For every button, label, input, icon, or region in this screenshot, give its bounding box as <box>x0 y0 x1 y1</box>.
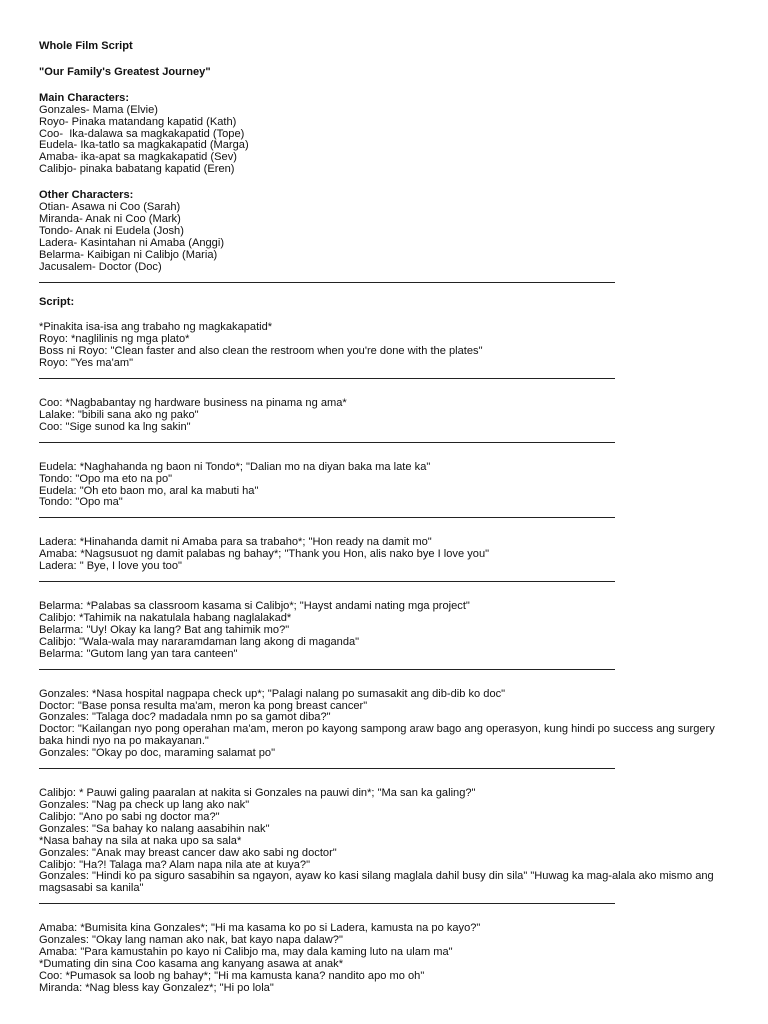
character-line: Otian- Asawa ni Coo (Sarah) <box>39 201 181 214</box>
script-line: Boss ni Royo: "Clean faster and also clean the restroom when you're done with the plates" <box>39 345 483 358</box>
main-characters-section <box>39 93 739 176</box>
script-line: Belarma: "Uy! Okay ka lang? Bat ang tahimik mo?" <box>39 623 290 636</box>
script-content <box>39 41 739 995</box>
script-line: Miranda: *Nag bless kay Gonzalez*; "Hi po lola" <box>39 981 274 994</box>
character-line: Belarma- Kaibigan ni Calibjo (Maria) <box>39 248 218 261</box>
script-line: Calibjo: "Ano po sabi ng doctor ma?" <box>39 810 220 823</box>
script-heading: Script: <box>39 295 75 308</box>
script-line: Royo: "Yes ma'am" <box>39 357 134 370</box>
script-line: Amaba: "Para kamustahin po kayo ni Calibjo ma, may dala kaming luto na ulam ma" <box>39 946 453 959</box>
script-line: Coo: "Sige sunod ka lng sakin" <box>39 420 191 433</box>
other-characters-heading: Other Characters: <box>39 189 134 202</box>
script-line: Gonzales: *Nasa hospital nagpapa check up*; "Palagi nalang po sumasakit ang dib-dib ko doc" <box>39 687 506 700</box>
character-line: Jacusalem- Doctor (Doc) <box>39 260 162 273</box>
script-line: Amaba: *Bumisita kina Gonzales*; "Hi ma kasama ko po si Ladera, kamusta na po kayo?" <box>39 922 481 935</box>
script-line: Royo: *naglilinis ng mga plato* <box>39 333 190 346</box>
character-line: Amaba- ika-apat sa magkakapatid (Sev) <box>39 151 237 164</box>
script-line: Ladera: *Hinahanda damit ni Amaba para sa trabaho*; "Hon ready na damit mo" <box>39 536 432 549</box>
script-line: Gonzales: "Okay lang naman ako nak, bat kayo napa dalaw?" <box>39 934 343 947</box>
script-line: Coo: *Pumasok sa loob ng bahay*; "Hi ma kamusta kana? nandito apo mo oh" <box>39 969 425 982</box>
scene-7 <box>39 788 739 895</box>
script-line: Amaba: *Nagsusuot ng damit palabas ng bahay*; "Thank you Hon, alis nako bye I love you" <box>39 548 490 561</box>
document-title: Whole Film Script <box>39 40 133 52</box>
script-line: *Pinakita isa-isa ang trabaho ng magkakapatid* <box>39 321 273 334</box>
script-line: Eudela: *Naghahanda ng baon ni Tondo*; "Dalian mo na diyan baka ma late ka" <box>39 460 431 473</box>
character-line: Royo- Pinaka matandang kapatid (Kath) <box>39 115 237 128</box>
character-line: Calibjo- pinaka babatang kapatid (Eren) <box>39 163 235 176</box>
script-line: Calibjo: * Pauwi galing paaralan at nakita si Gonzales na pauwi din*; "Ma san ka galing?" <box>39 787 476 800</box>
scene-8 <box>39 923 739 994</box>
script-line: Gonzales: "Talaga doc? madadala nmn po sa gamot diba?" <box>39 711 331 724</box>
script-line: Gonzales: "Okay po doc, maraming salamat po" <box>39 747 276 760</box>
character-line: Miranda- Anak ni Coo (Mark) <box>39 212 181 225</box>
script-line: Gonzales: "Nag pa check up lang ako nak" <box>39 798 250 811</box>
character-line: Eudela- Ika-tatlo sa magkakapatid (Marga) <box>39 139 249 152</box>
script-line: *Nasa bahay na sila at naka upo sa sala* <box>39 834 242 847</box>
main-characters-heading: Main Characters: <box>39 91 130 104</box>
script-line: Eudela: "Oh eto baon mo, aral ka mabuti ha" <box>39 484 259 497</box>
script-line: Tondo: "Opo ma eto na po" <box>39 472 173 485</box>
script-line: Belarma: *Palabas sa classroom kasama si Calibjo*; "Hayst andami nating mga project" <box>39 600 470 613</box>
character-line: Coo- Ika-dalawa sa magkakapatid (Tope) <box>39 127 245 140</box>
script-line: Tondo: "Opo ma" <box>39 496 123 509</box>
script-line: Gonzales: "Sa bahay ko nalang aasabihin nak" <box>39 822 270 835</box>
scene-4 <box>39 537 739 573</box>
scene-3 <box>39 462 739 510</box>
character-line: Gonzales- Mama (Elvie) <box>39 103 158 116</box>
script-line: Coo: *Nagbabantay ng hardware business na pinama ng ama* <box>39 397 347 410</box>
script-line: Gonzales: "Anak may breast cancer daw ako sabi ng doctor" <box>39 846 337 859</box>
scene-6 <box>39 689 739 760</box>
script-line: Doctor: "Base ponsa resulta ma'am, meron ka pong breast cancer" <box>39 699 368 712</box>
script-line: Ladera: " Bye, I love you too" <box>39 560 182 573</box>
script-line: *Dumating din sina Coo kasama ang kanyang asawa at anak* <box>39 957 344 970</box>
scene-5 <box>39 601 739 661</box>
script-line: Doctor: "Kailangan nyo pong operahan ma'am, meron po kayong sampong araw bago ang operasyon, kung hindi po success ang surgery baka hindi nyo na po makayanan." <box>39 723 718 748</box>
script-line: Calibjo: *Tahimik na nakatulala habang naglalakad* <box>39 612 292 624</box>
scene-1 <box>39 322 739 370</box>
script-line: Lalake: "bibili sana ako ng pako" <box>39 408 199 421</box>
other-characters-section <box>39 190 739 273</box>
scene-2 <box>39 398 739 434</box>
character-line: Tondo- Anak ni Eudela (Josh) <box>39 224 184 237</box>
script-line: Calibjo: "Wala-wala may nararamdaman lang akong di maganda" <box>39 635 360 648</box>
script-line: Gonzales: "Hindi ko pa siguro sasabihin sa ngayon, ayaw ko kasi silang maglala dahil busy din sila" "Huwag ka mag-alala ako mismo ang magsasabi sa kanila" <box>39 870 717 895</box>
script-line: Belarma: "Gutom lang yan tara canteen" <box>39 647 238 660</box>
character-line: Ladera- Kasintahan ni Amaba (Anggi) <box>39 236 225 249</box>
film-title: "Our Family's Greatest Journey" <box>39 65 211 78</box>
script-line: Calibjo: "Ha?! Talaga ma? Alam napa nila ate at kuya?" <box>39 858 311 871</box>
